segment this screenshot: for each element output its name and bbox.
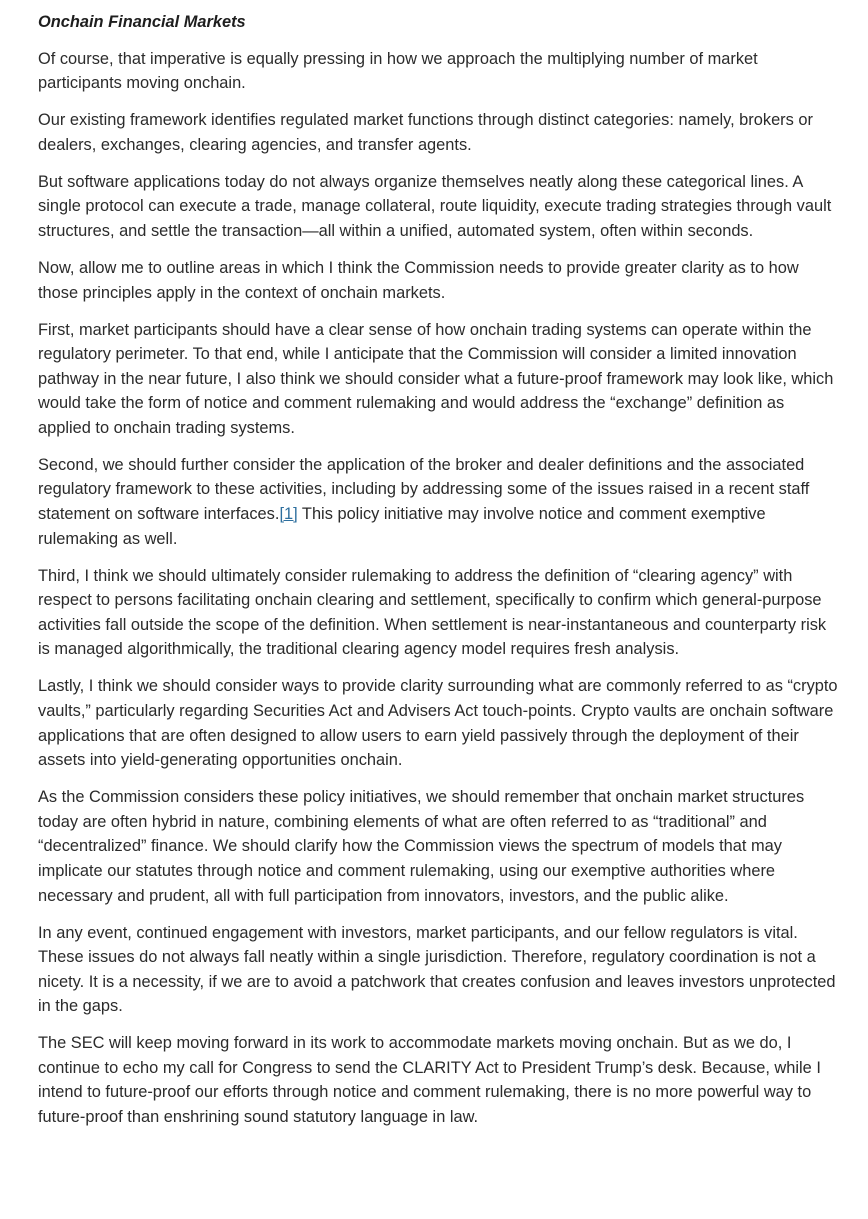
paragraph-6 — [38, 453, 838, 551]
paragraph-9: As the Commission considers these policy initiatives, we should remember that onchain market structures today are often hybrid in nature, combining elements of what are often referred to as “traditional” and “decentralized” finance. We should clarify how the Commission views the spectrum of models that may implicate our statutes through notice and comment rulemaking, using our exemptive authorities where necessary and prudent, all with full participation from innovators, investors, and the public alike. — [38, 788, 805, 905]
paragraph-3: But software applications today do not always organize themselves neatly along these categorical lines. A single protocol can execute a trade, manage collateral, route liquidity, execute trading strategies through vault structures, and settle the transaction—all within a unified, automated system, often within seconds. — [38, 172, 832, 240]
paragraph-11: The SEC will keep moving forward in its work to accommodate markets moving onchain. But as we do, I continue to echo my call for Congress to send the CLARITY Act to President Trump’s desk. Because, while I intend to future-proof our efforts through notice and comment rulemaking, there is no more powerful way to future-proof than enshrining sound statutory language in law. — [38, 1034, 821, 1127]
paragraph-2: Our existing framework identifies regulated market functions through distinct categories: namely, brokers or dealers, exchanges, clearing agencies, and transfer agents. — [38, 111, 813, 154]
section-heading: Onchain Financial Markets — [38, 13, 246, 31]
paragraph-1: Of course, that imperative is equally pressing in how we approach the multiplying number of market participants moving onchain. — [38, 49, 758, 93]
document-body — [38, 10, 838, 1142]
paragraph-6-text-before: Second, we should further consider the application of the broker and dealer definitions and the associated regulatory framework to these activities, including by addressing some of the issues raised in a recent staff statement on software interfaces. — [38, 455, 810, 524]
paragraph-4: Now, allow me to outline areas in which I think the Commission needs to provide greater clarity as to how those principles apply in the context of onchain markets. — [38, 258, 799, 302]
paragraph-8: Lastly, I think we should consider ways to provide clarity surrounding what are commonly referred to as “crypto vaults,” particularly regarding Securities Act and Advisers Act touch-points. Crypto vaults are onchain software applications that are often designed to allow users to earn yield passively through the deployment of their assets into yield-generating opportunities onchain. — [38, 677, 838, 770]
footnote-link[interactable]: [1] — [279, 505, 298, 524]
paragraph-7: Third, I think we should ultimately consider rulemaking to address the definition of “clearing agency” with respect to persons facilitating onchain clearing and settlement, specifically to confirm which general-purpose activities fall outside the scope of the definition. When settlement is near-instantaneous and counterparty risk is managed algorithmically, the traditional clearing agency model requires fresh analysis. — [38, 566, 827, 659]
paragraph-6-text-after: This policy initiative may involve notice and comment exemptive rulemaking as well. — [38, 505, 766, 548]
paragraph-5: First, market participants should have a clear sense of how onchain trading systems can operate within the regulatory perimeter. To that end, while I anticipate that the Commission will consider a limited innovation pathway in the near future, I also think we should consider what a future-proof framework may look like, which would take the form of notice and comment rulemaking and would address the “exchange” definition as applied to onchain trading systems. — [38, 320, 834, 437]
paragraph-10: In any event, continued engagement with investors, market participants, and our fellow regulators is vital. These issues do not always fall neatly within a single jurisdiction. Therefore, regulatory coordination is not a nicety. It is a necessity, if we are to avoid a patchwork that creates confusion and leaves investors unprotected in the gaps. — [38, 923, 836, 1016]
